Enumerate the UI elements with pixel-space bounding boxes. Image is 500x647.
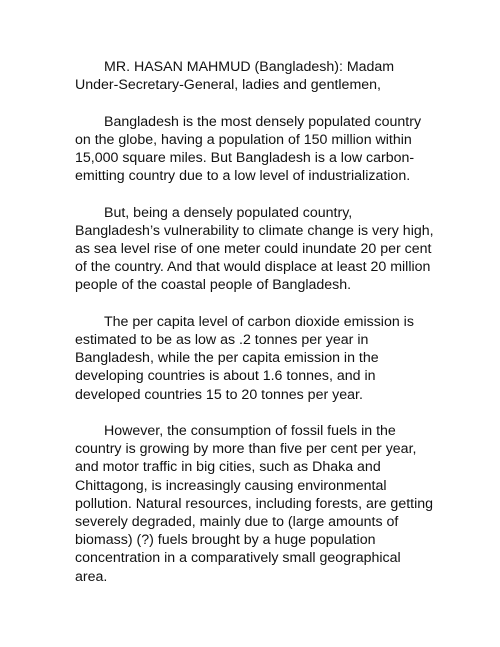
paragraph-vulnerability: But, being a densely populated country, Bangladesh’s vulnerability to climate change is very high, as sea level rise of one meter could inundate 20 per cent of the country. And that would displace at least 20 million people of the coastal people of Bangladesh.: [75, 204, 434, 294]
paragraph-population: Bangladesh is the most densely populated country on the globe, having a population of 150 million within 15,000 square miles. But Bangladesh is a low carbon-emitting country due to a low level of industrialization.: [75, 113, 422, 185]
paragraph-fossil-fuels: However, the consumption of fossil fuels in the country is growing by more than five per cent per year, and motor traffic in big cities, such as Dhaka and Chittagong, is increasingly causing environmental pollution. Natural resources, including forests, are getting severely degraded, mainly due to (large amounts of biomass) (?) fuels brought by a huge population concentration in a comparatively small geographical area.: [75, 423, 434, 585]
paragraph-emissions: The per capita level of carbon dioxide emission is estimated to be as low as .2 tonnes per year in Bangladesh, while the per capita emission in the developing countries is about 1.6 tonnes, and in developed countries 15 to 20 tonnes per year.: [75, 313, 414, 403]
document-body: [75, 58, 435, 586]
paragraph-speaker-opening: MR. HASAN MAHMUD (Bangladesh): Madam Under-Secretary-General, ladies and gentlemen,: [75, 59, 395, 94]
